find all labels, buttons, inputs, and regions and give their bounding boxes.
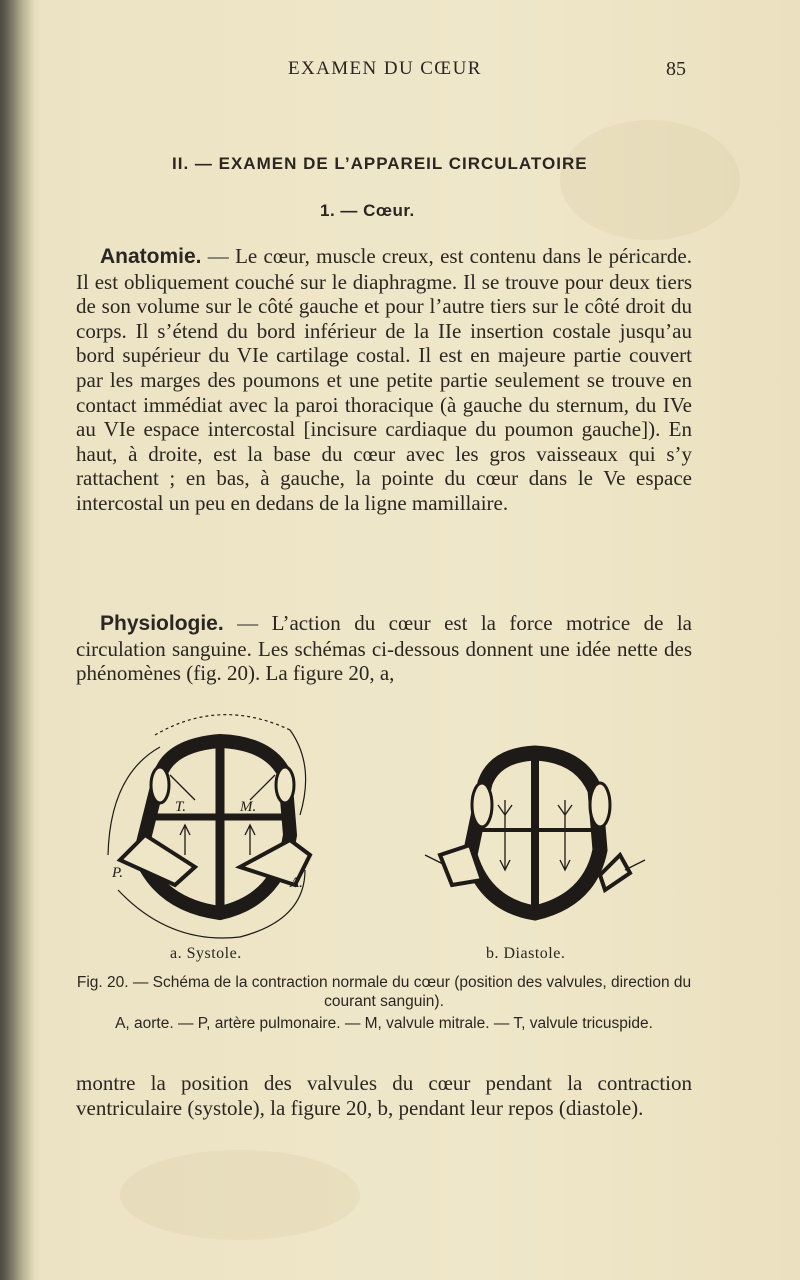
systole-diagram [108, 715, 310, 938]
paragraph-anatomie [76, 244, 692, 516]
running-head [0, 58, 800, 84]
paragraph-continuation: montre la position des valvules du cœur pendant la contraction ventriculaire (systole), la figure 20, b, pendant leur repos (diastole). [76, 1071, 692, 1120]
paper-stain [560, 120, 740, 240]
heart-diagrams [100, 705, 660, 945]
paragraph-text: — L’action du cœur est la force motrice de la circulation sanguine. Les schémas ci-dessous donnent une idée nette des phénomènes (fig. 20). La figure 20, a, [76, 611, 692, 686]
paragraph-lead: Anatomie. [100, 245, 202, 268]
subsection-heading: 1. — Cœur. [320, 201, 415, 220]
running-title: EXAMEN DU CŒUR [288, 58, 482, 79]
section-heading: II. — EXAMEN DE L’APPAREIL CIRCULATOIRE [172, 154, 588, 173]
paper-stain [120, 1150, 360, 1240]
figure-legend: A, aorte. — P, artère pulmonaire. — M, valvule mitrale. — T, valvule tricuspide. [115, 1015, 653, 1032]
binding-shadow [0, 0, 34, 1280]
diastole-diagram [425, 753, 645, 913]
paragraph-text: — Le cœur, muscle creux, est contenu dans le péricarde. Il est obliquement couché sur le diaphragme. Il se trouve pour deux tiers de son volume sur le côté gauche et pour l’autre tiers sur le côté droit du corps. Il s’étend du bord inférieur de la IIe insertion costale jusqu’au bord supérieur du VIe cartilage costal. Il est en majeure partie couvert par les marges des poumons et une petite partie seulement se trouve en contact immédiat avec la paroi thoracique (à gauche du sternum, du IVe au VIe espace intercostal [incisure cardiaque du poumon gauche]). En haut, à droite, est la base du cœur avec les gros vaisseaux qui s’y rattachent ; en bas, à gauche, la pointe du cœur dans le Ve espace intercostal un peu en dedans de la ligne mamillaire. [76, 244, 692, 515]
label-t: T. [175, 799, 186, 815]
label-p: P. [112, 865, 123, 881]
label-m: M. [240, 799, 257, 815]
figure-label-systole: a. Systole. [170, 945, 242, 962]
paragraph-physiologie [76, 611, 692, 686]
paragraph-lead: Physiologie. [100, 612, 224, 635]
figure-caption: Fig. 20. — Schéma de la contraction normale du cœur (position des valvules, direction du courant sanguin). [76, 974, 692, 1010]
figure-label-diastole: b. Diastole. [486, 945, 566, 962]
label-a: A. [290, 875, 303, 891]
figure-20 [100, 705, 660, 945]
page-number: 85 [666, 58, 686, 80]
